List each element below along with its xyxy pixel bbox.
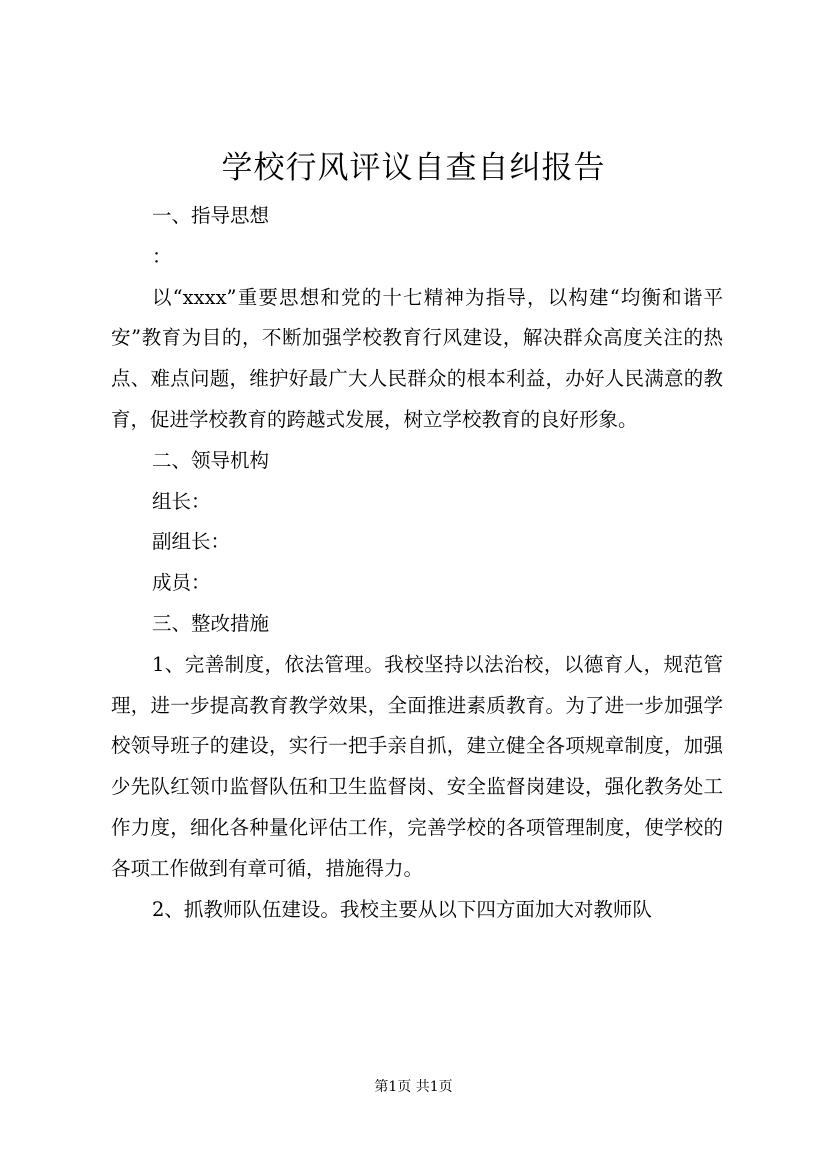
section-heading-rectification: 三、整改措施 [151, 611, 269, 635]
members-line: 成员： [151, 571, 211, 595]
paragraph-guiding-ideology: 以“xxxx”重要思想和党的十七精神为指导，以构建“均衡和谐平安”教育为目的，不断加强学校教育行风建设，解决群众高度关注的热点、难点问题，维护好最广大人民群众的根本利益，办好人民满意的教育，促进学校教育的跨越式发展，树立学校教育的良好形象。 [111, 285, 723, 431]
page-number-footer: 第1页 共1页 [374, 1079, 453, 1095]
section-heading-guiding-ideology: 一、指导思想 [151, 204, 269, 227]
document-body [111, 196, 723, 930]
section-heading-leadership: 二、领导机构 [151, 448, 269, 472]
paragraph-measure-2: 2、抓教师队伍建设。我校主要从以下四方面加大对教师队 [151, 897, 652, 921]
leader-line: 组长： [151, 489, 211, 513]
paragraph-measure-1: 1、完善制度，依法管理。我校坚持以法治校，以德育人，规范管理，进一步提高教育教学效果，全面推进素质教育。为了进一步加强学校领导班子的建设，实行一把手亲自抓，建立健全各项规章制度，加强少先队红领巾监督队伍和卫生监督岗、安全监督岗建设，强化教务处工作力度，细化各种量化评估工作，完善学校的各项管理制度，使学校的各项工作做到有章可循，措施得力。 [111, 652, 723, 880]
colon-line: ： [151, 244, 172, 268]
document-title: 学校行风评议自查自纠报告 [221, 150, 606, 186]
deputy-leader-line: 副组长： [151, 530, 230, 554]
